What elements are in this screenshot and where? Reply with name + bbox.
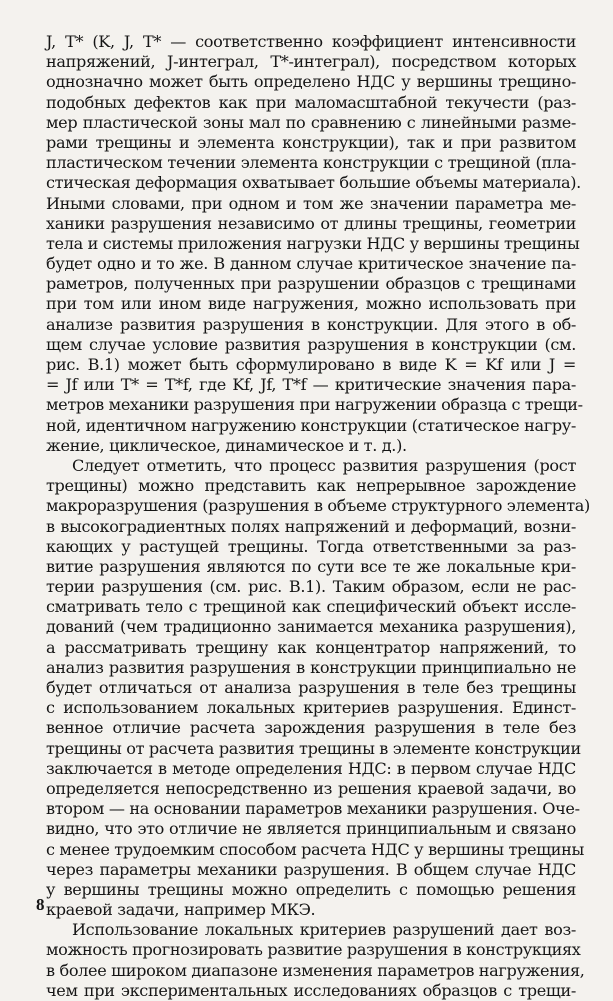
text-line: тела и системы приложения нагрузки НДС у вершины трещины [46,233,580,253]
text-line: втором — на основании параметров механики разрушения. Оче- [46,799,580,819]
text-line: с менее трудоемким способом расчета НДС у вершины трещины [46,839,584,859]
body-text [46,32,590,1001]
text-line: заключается в методе определения НДС: в первом случае НДС [46,758,576,778]
text-line: видно, что это отличие не является принципиальным и связано [46,819,576,839]
text-line: в более широком диапазоне изменения параметров нагружения, [46,960,585,980]
text-line: ной, идентичном нагружению конструкции (статическое нагру- [46,415,576,435]
text-line: краевой задачи, например МКЭ. [46,900,316,920]
text-line: анализе развития разрушения в конструкции. Для этого в об- [46,314,576,334]
text-line: трещины от расчета развития трещины в элементе конструкции [46,738,581,758]
text-line: метров механики разрушения при нагружении образца с трещи- [46,395,583,415]
text-line: напряжений, J-интеграл, T*-интеграл), посредством которых [46,52,576,72]
text-line: рами трещины и элемента конструкции), так и при развитом [46,132,576,152]
text-line: терии разрушения (см. рис. В.1). Таким образом, если не рас- [46,577,576,597]
text-line: через параметры механики разрушения. В общем случае НДС [46,859,576,879]
text-line: Использование локальных критериев разрушений дает воз- [72,920,576,940]
text-line: рис. В.1) может быть сформулировано в виде K = Kf или J = [46,355,576,374]
text-line: у вершины трещины можно определить с помощью решения [46,879,576,899]
text-line: подобных дефектов как при маломасштабной текучести (раз- [46,92,576,112]
text-line: однозначно может быть определено НДС у вершины трещино- [46,72,576,92]
text-line: = Jf или T* = T*f, где Kf, Jf, T*f — критические значения пара- [46,375,576,395]
text-line: определяется непосредственно из решения краевой задачи, во [46,778,576,798]
text-line: в высокоградиентных полях напряжений и деформаций, возни- [46,516,576,536]
text-line: можность прогнозировать развитие разрушения в конструкциях [46,940,581,960]
text-line: J, T* (K, J, T* — соответственно коэффициент интенсивности [46,32,576,51]
text-line: Следует отметить, что процесс развития разрушения (рост [72,455,576,475]
text-line: будет одно и то же. В данном случае критическое значение па- [46,254,576,274]
text-line: будет отличаться от анализа разрушения в теле без трещины [46,678,576,697]
text-line: кающих у растущей трещины. Тогда ответственными за раз- [46,536,576,556]
text-line: при том или ином виде нагружения, можно использовать при [46,294,576,314]
text-line: а рассматривать трещину как концентратор напряжений, то [46,637,576,657]
text-line: макроразрушения (разрушения в объеме структурного элемента) [46,496,590,516]
text-line: трещины) можно представить как непрерывное зарождение [46,476,576,496]
text-line: мер пластической зоны мал по сравнению с линейными разме- [46,112,576,132]
text-line: стическая деформация охватывает большие объемы материала). [46,173,581,193]
text-line: венное отличие расчета зарождения разрушения в теле без [46,718,576,738]
text-line: жение, циклическое, динамическое и т. д.). [46,435,407,455]
text-line: Иными словами, при одном и том же значении параметра ме- [46,193,576,213]
page-number: 8 [36,895,45,914]
text-line: чем при экспериментальных исследованиях образцов с трещи- [46,980,576,1000]
text-line: пластическом течении элемента конструкции с трещиной (пла- [46,153,576,173]
text-line: анализ развития разрушения в конструкции принципиально не [46,657,576,677]
text-line: щем случае условие развития разрушения в конструкции (см. [46,334,576,354]
text-line: раметров, полученных при разрушении образцов с трещинами [46,274,576,294]
text-line: витие разрушения являются по сути все те же локальные кри- [46,556,576,576]
text-line: с использованием локальных критериев разрушения. Единст- [46,698,576,718]
text-line: сматривать тело с трещиной как специфический объект иссле- [46,597,576,617]
text-line: дований (чем традиционно занимается механика разрушения), [46,617,576,637]
text-line: ханики разрушения независимо от длины трещины, геометрии [46,213,576,233]
